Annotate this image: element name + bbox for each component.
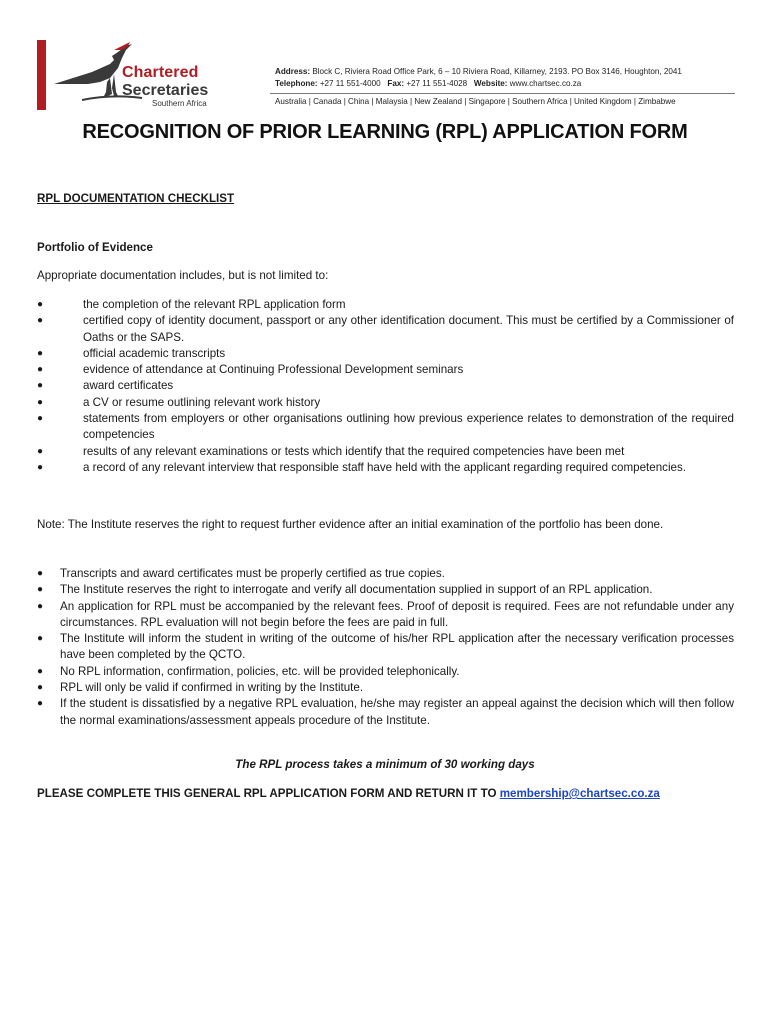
page-title: RECOGNITION OF PRIOR LEARNING (RPL) APPLICATION FORM <box>82 121 688 143</box>
list-item: ● certified copy of identity document, passport or any other identification document. This must be certified by a Commissioner of Oaths or the SAPS. <box>37 314 734 344</box>
final-instruction <box>37 787 660 800</box>
list-item: ● RPL will only be valid if confirmed in writing by the Institute. <box>37 680 734 696</box>
header-divider <box>270 93 735 94</box>
bullet-icon: ● <box>37 413 44 425</box>
bullet-icon: ● <box>37 682 44 694</box>
checklist-heading: RPL DOCUMENTATION CHECKLIST <box>37 192 235 205</box>
address-line <box>275 67 682 76</box>
website-label: Website: <box>473 79 508 88</box>
list-item: ● No RPL information, confirmation, policies, etc. will be provided telephonically. <box>37 664 734 680</box>
telephone-label: Telephone: <box>275 79 318 88</box>
address-value: Block C, Riviera Road Office Park, 6 – 10 Riviera Road, Killarney, 2193. PO Box 3146, Houghton, 2041 <box>312 67 682 76</box>
bullet-icon: ● <box>37 380 44 392</box>
intro-text: Appropriate documentation includes, but is not limited to: <box>37 269 329 282</box>
fax-value: +27 11 551-4028 <box>406 79 468 88</box>
documents-list <box>37 297 734 476</box>
countries-line: Australia | Canada | China | Malaysia | New Zealand | Singapore | Southern Africa | United Kingdom | Zimbabwe <box>275 97 676 106</box>
membership-email-link[interactable]: membership@chartsec.co.za <box>499 787 660 800</box>
bullet-icon: ● <box>37 461 44 473</box>
fax-label: Fax: <box>387 79 405 88</box>
brand-name-line2: Secretaries <box>122 82 209 99</box>
list-item: ● a record of any relevant interview that responsible staff have held with the applicant regarding required competencies. <box>37 460 734 476</box>
bullet-icon: ● <box>37 445 44 457</box>
list-item: ● the completion of the relevant RPL application form <box>37 297 734 313</box>
list-item: ● An application for RPL must be accompanied by the relevant fees. Proof of deposit is required. Fees are not refundable under any circumstances. RPL evaluation will not begin before the fees are paid in full. <box>37 599 734 629</box>
website-value: www.chartsec.co.za <box>509 79 582 88</box>
list-item: ● The Institute will inform the student in writing of the outcome of his/her RPL application after the necessary verification processes have been completed by the QCTO. <box>37 632 734 662</box>
conditions-list <box>37 566 734 729</box>
bullet-icon: ● <box>37 698 44 710</box>
list-item: ● a CV or resume outlining relevant work history <box>37 395 734 411</box>
bullet-icon: ● <box>37 299 44 310</box>
brand-region: Southern Africa <box>152 99 207 108</box>
bullet-icon: ● <box>37 584 44 596</box>
list-item: ● statements from employers or other organisations outlining how previous experience relates to demonstration of the required competencies <box>37 412 734 442</box>
brand-name-line1: Chartered <box>122 64 199 81</box>
bullet-icon: ● <box>37 600 44 612</box>
bullet-icon: ● <box>37 364 44 376</box>
list-item: ● If the student is dissatisfied by a negative RPL evaluation, he/she may register an appeal against the decision which will then follow the normal examinations/assessment appeals procedure of the Institute. <box>37 697 734 727</box>
bullet-icon: ● <box>37 633 44 645</box>
chartered-secretaries-logo <box>52 38 222 112</box>
address-label: Address: <box>275 67 311 76</box>
list-item: ● official academic transcripts <box>37 346 734 362</box>
bullet-icon: ● <box>37 315 44 327</box>
note-text: Note: The Institute reserves the right to request further evidence after an initial examination of the portfolio has been done. <box>37 518 664 531</box>
process-duration-note: The RPL process takes a minimum of 30 working days <box>235 758 535 771</box>
list-item: ● Transcripts and award certificates must be properly certified as true copies. <box>37 566 734 582</box>
list-item: ● results of any relevant examinations or tests which identify that the required competencies have been met <box>37 444 734 460</box>
bullet-icon: ● <box>37 396 44 408</box>
bullet-icon: ● <box>37 665 44 677</box>
list-item: ● evidence of attendance at Continuing Professional Development seminars <box>37 362 734 378</box>
list-item: ● The Institute reserves the right to interrogate and verify all documentation supplied in support of an RPL application. <box>37 582 734 598</box>
brand-red-bar <box>37 40 46 110</box>
telephone-value: +27 11 551-4000 <box>319 79 381 88</box>
phone-line <box>275 79 581 88</box>
bullet-icon: ● <box>37 347 44 359</box>
final-instruction-text: PLEASE COMPLETE THIS GENERAL RPL APPLICATION FORM AND RETURN IT TO <box>37 787 497 800</box>
bullet-icon: ● <box>37 568 44 579</box>
list-item: ● award certificates <box>37 378 734 394</box>
portfolio-heading: Portfolio of Evidence <box>37 241 153 254</box>
